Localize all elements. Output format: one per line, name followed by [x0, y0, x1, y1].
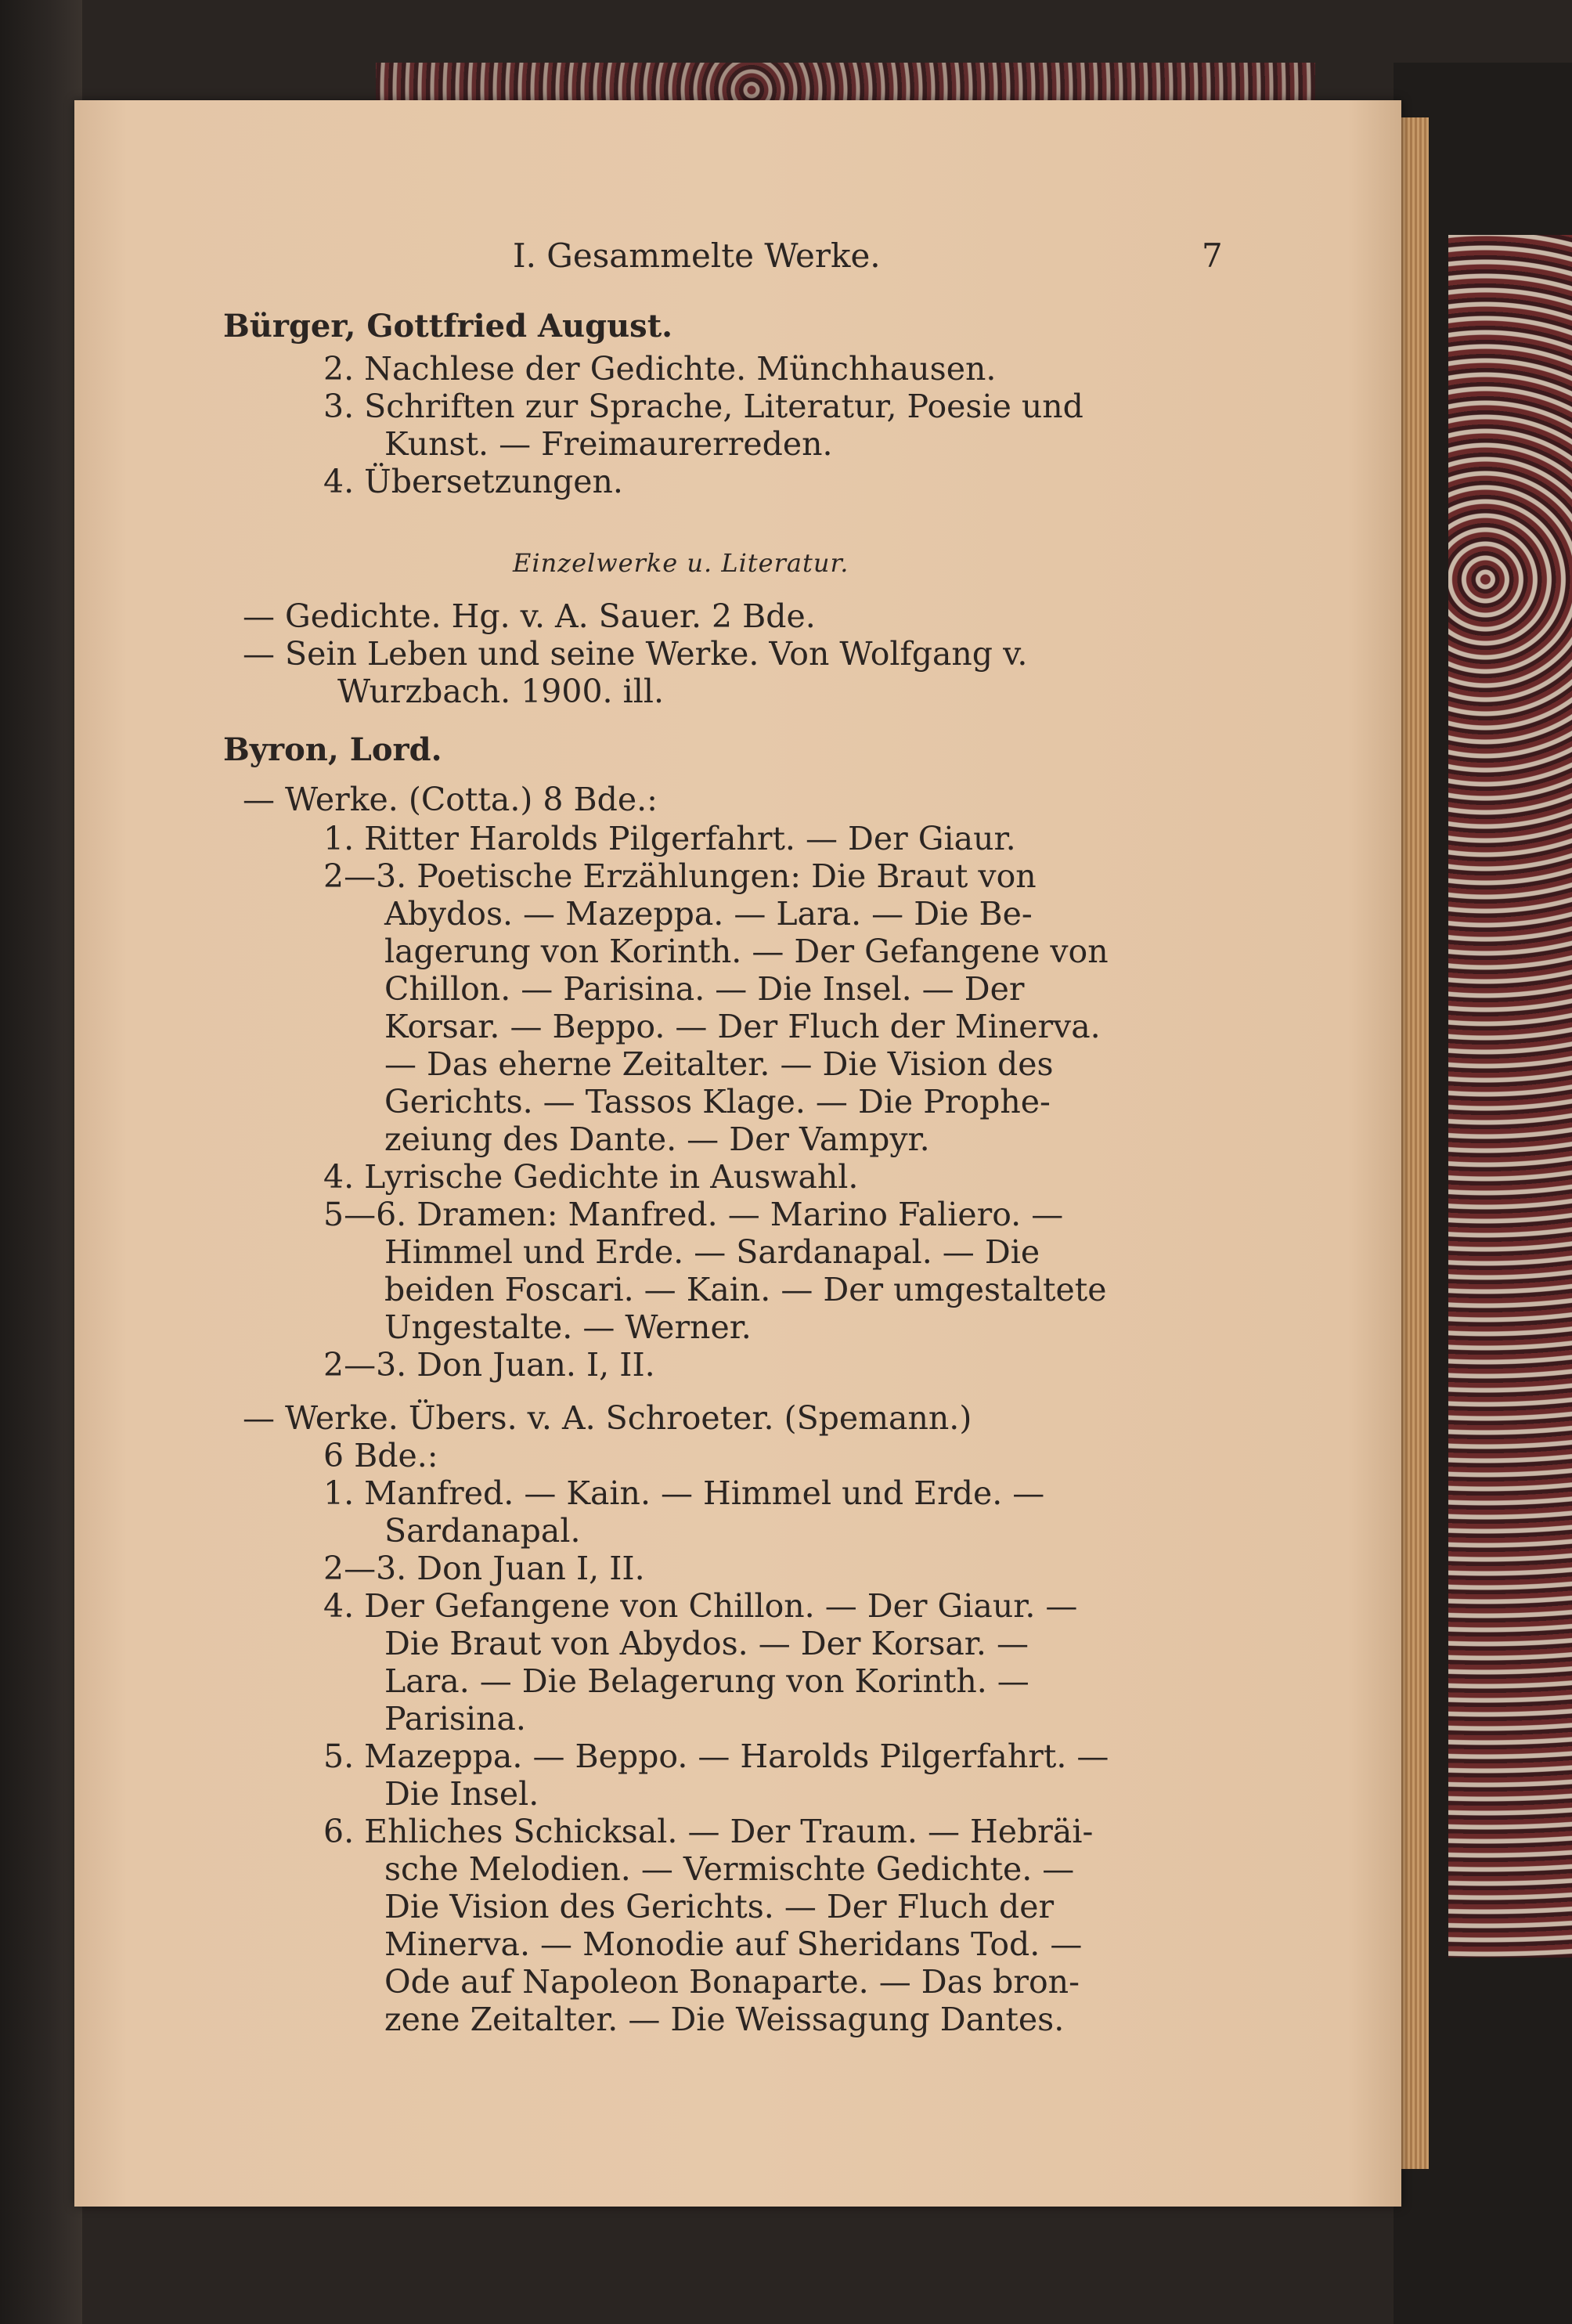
list-item: — Das eherne Zeitalter. — Die Vision des: [384, 1045, 1054, 1083]
list-item: 1. Manfred. — Kain. — Himmel und Erde. —: [323, 1474, 1045, 1512]
book-page: [74, 100, 1401, 2207]
list-item: — Werke. Übers. v. A. Schroeter. (Spemann.): [243, 1399, 972, 1437]
list-item: Die Insel.: [384, 1775, 539, 1813]
list-item: Chillon. — Parisina. — Die Insel. — Der: [384, 970, 1025, 1008]
list-item: Sardanapal.: [384, 1512, 581, 1550]
list-item: 2—3. Poetische Erzählungen: Die Braut von: [323, 857, 1037, 895]
list-item: Die Braut von Abydos. — Der Korsar. —: [384, 1625, 1029, 1662]
list-item: sche Melodien. — Vermischte Gedichte. —: [384, 1850, 1075, 1888]
author-heading-byron: Byron, Lord.: [223, 731, 442, 768]
marbled-cover-edge: [1448, 235, 1572, 1958]
list-item: 4. Der Gefangene von Chillon. — Der Giaur. —: [323, 1587, 1078, 1625]
list-item: 4. Lyrische Gedichte in Auswahl.: [323, 1158, 859, 1196]
list-item: Gerichts. — Tassos Klage. — Die Prophe-: [384, 1083, 1051, 1120]
list-item: 1. Ritter Harolds Pilgerfahrt. — Der Giaur.: [323, 820, 1016, 857]
section-header: I. Gesammelte Werke.: [513, 236, 881, 275]
page-number: 7: [1202, 236, 1223, 275]
list-item: 5—6. Dramen: Manfred. — Marino Faliero. —: [323, 1196, 1064, 1233]
list-item: 5. Mazeppa. — Beppo. — Harolds Pilgerfahrt. —: [323, 1738, 1109, 1775]
list-item: Parisina.: [384, 1700, 526, 1738]
list-item: 4. Übersetzungen.: [323, 463, 623, 500]
subsection-heading: Einzelwerke u. Literatur.: [513, 548, 849, 578]
list-item: 3. Schriften zur Sprache, Literatur, Poesie und: [323, 388, 1083, 425]
list-item: Kunst. — Freimaurerreden.: [384, 425, 833, 463]
list-item: zeiung des Dante. — Der Vampyr.: [384, 1120, 930, 1158]
list-item: Ungestalte. — Werner.: [384, 1308, 752, 1346]
list-item: lagerung von Korinth. — Der Gefangene von: [384, 933, 1109, 970]
page-text: [74, 100, 1401, 2207]
list-item: — Werke. (Cotta.) 8 Bde.:: [243, 781, 658, 818]
list-item: 2. Nachlese der Gedichte. Münchhausen.: [323, 350, 997, 388]
list-item: Minerva. — Monodie auf Sheridans Tod. —: [384, 1925, 1083, 1963]
list-item: 2—3. Don Juan. I, II.: [323, 1346, 655, 1384]
list-item: — Sein Leben und seine Werke. Von Wolfgang v.: [243, 635, 1028, 673]
author-heading-buerger: Bürger, Gottfried August.: [223, 308, 673, 345]
book-cover-left: [0, 0, 82, 2324]
list-item: Die Vision des Gerichts. — Der Fluch der: [384, 1888, 1055, 1925]
list-item: Lara. — Die Belagerung von Korinth. —: [384, 1662, 1029, 1700]
list-item: 2—3. Don Juan I, II.: [323, 1550, 645, 1587]
list-item: Wurzbach. 1900. ill.: [337, 673, 664, 710]
list-item: beiden Foscari. — Kain. — Der umgestaltete: [384, 1271, 1107, 1308]
list-item: Ode auf Napoleon Bonaparte. — Das bron-: [384, 1963, 1080, 2001]
list-item: Korsar. — Beppo. — Der Fluch der Minerva.: [384, 1008, 1101, 1045]
list-item: — Gedichte. Hg. v. A. Sauer. 2 Bde.: [243, 597, 816, 635]
list-item: zene Zeitalter. — Die Weissagung Dantes.: [384, 2001, 1065, 2038]
list-item: Himmel und Erde. — Sardanapal. — Die: [384, 1233, 1040, 1271]
list-item: Abydos. — Mazeppa. — Lara. — Die Be-: [384, 895, 1033, 933]
list-item: 6 Bde.:: [323, 1437, 438, 1474]
list-item: 6. Ehliches Schicksal. — Der Traum. — Hebräi-: [323, 1813, 1094, 1850]
